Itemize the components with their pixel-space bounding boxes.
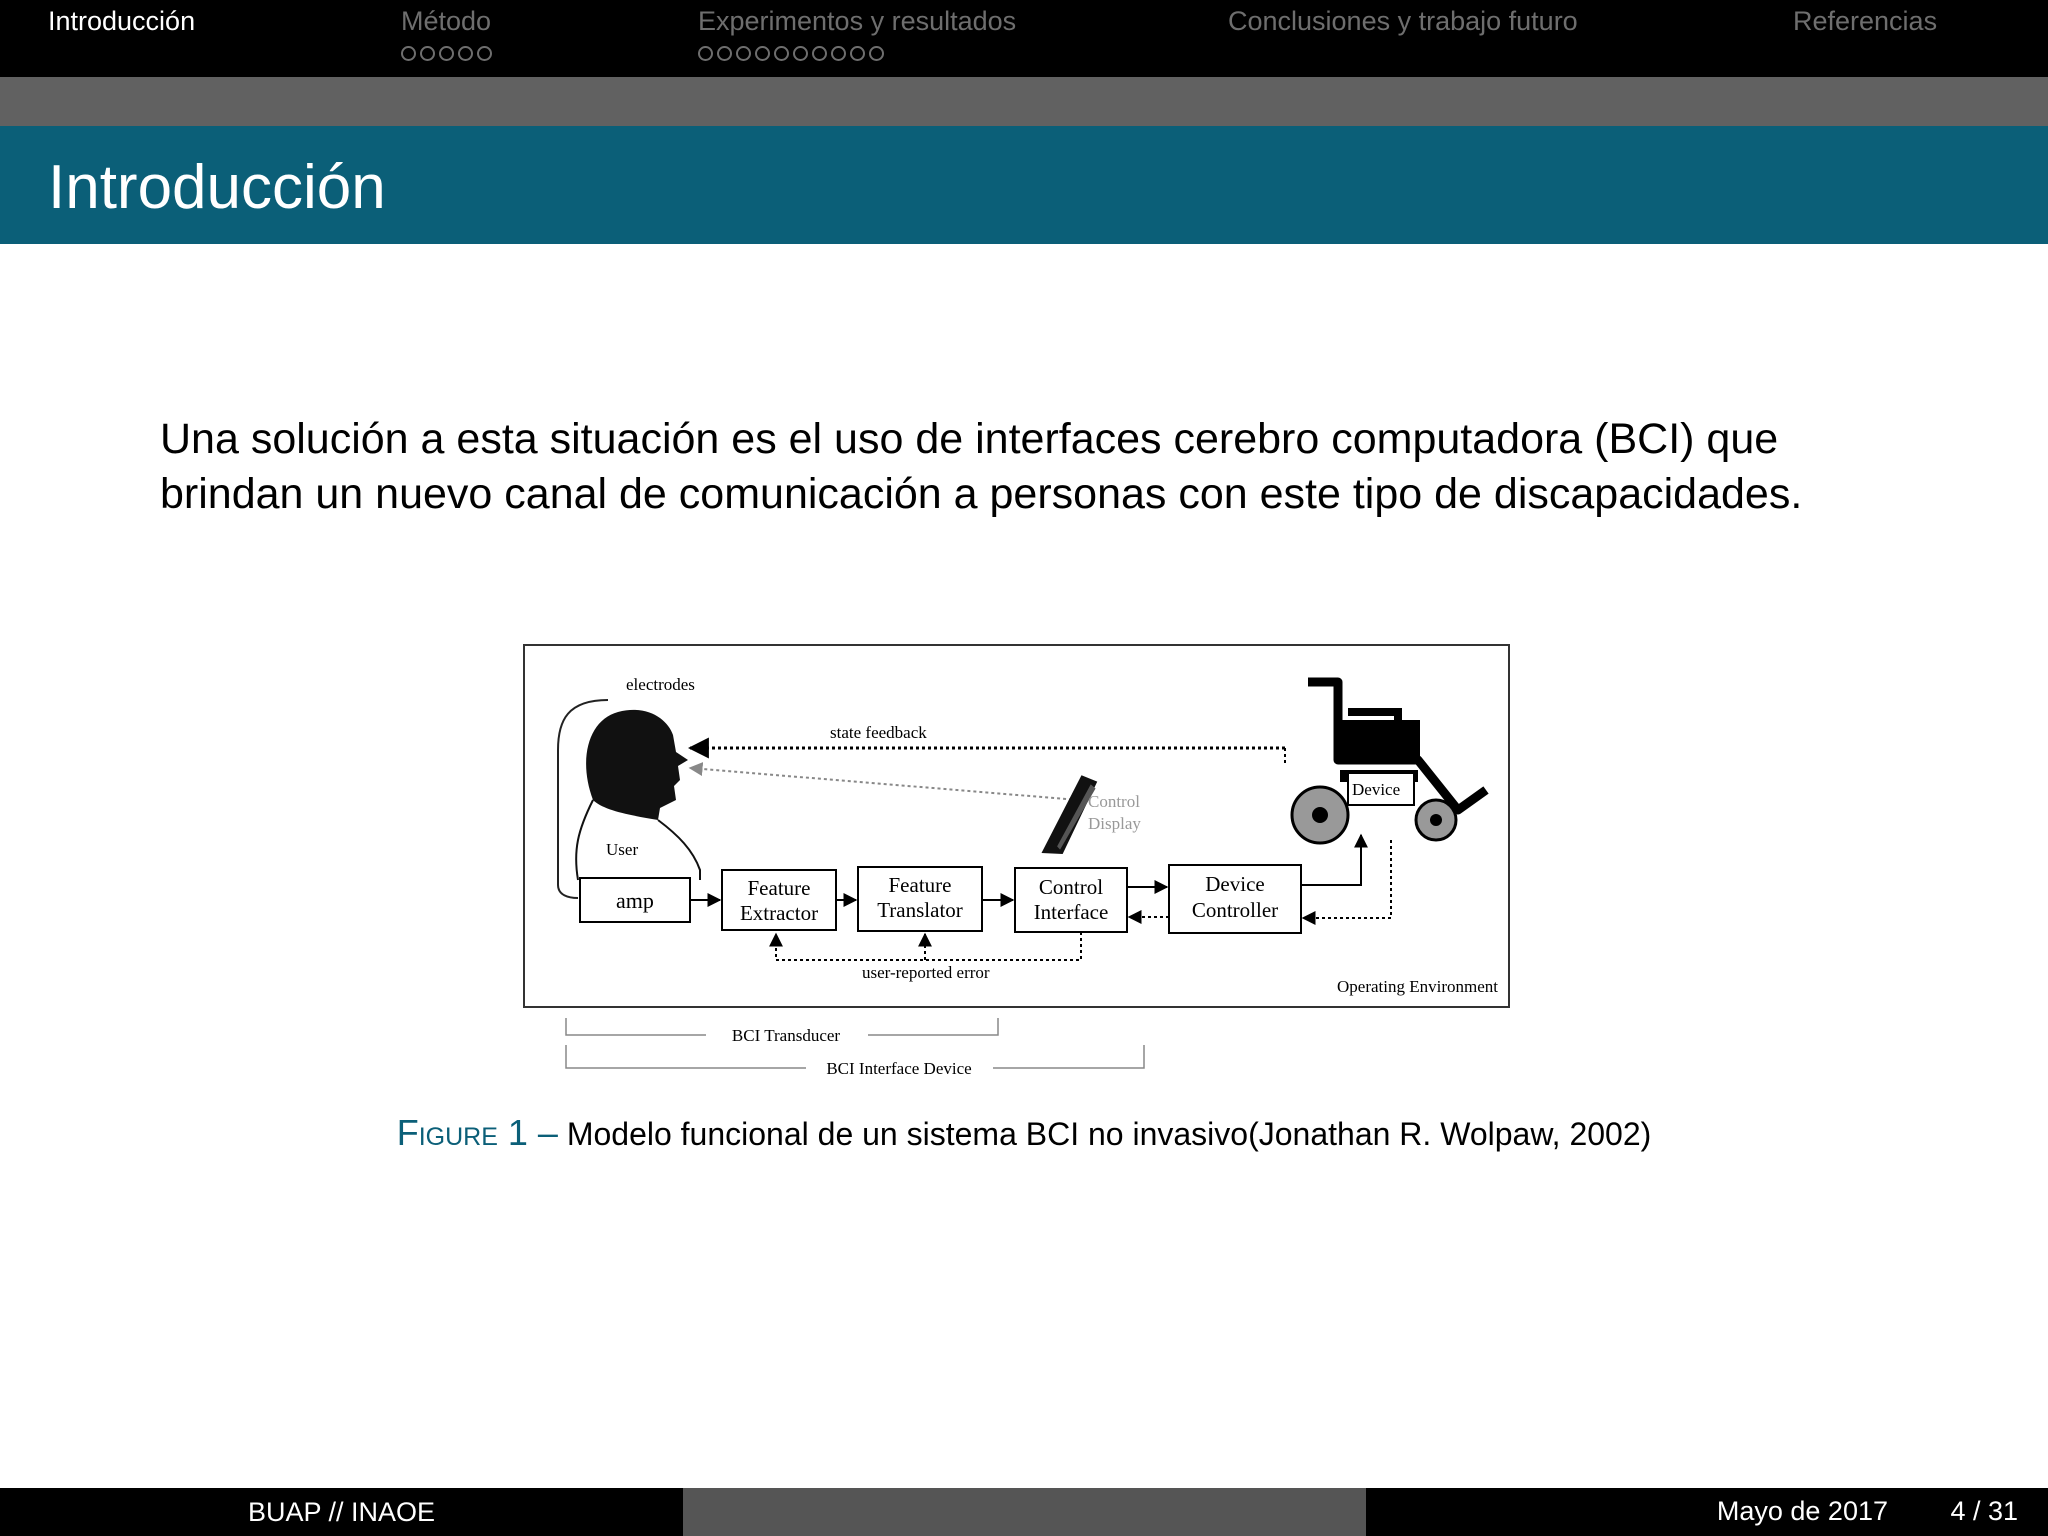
subsection-dot[interactable]	[831, 46, 846, 61]
label-control-display-2: Display	[1088, 814, 1141, 833]
wheelchair-icon	[1292, 682, 1486, 843]
nav-section-experimentos[interactable]	[698, 6, 1016, 61]
caption-text: Modelo funcional de un sistema BCI no invasivo(Jonathan R. Wolpaw, 2002)	[557, 1116, 1652, 1152]
footer-right	[1366, 1488, 2048, 1536]
subsection-dot[interactable]	[477, 46, 492, 61]
nav-label: Método	[401, 6, 492, 36]
label-bci-transducer: BCI Transducer	[731, 1026, 841, 1045]
subsection-dots	[698, 46, 1016, 61]
subsection-dot[interactable]	[812, 46, 827, 61]
subsection-dot[interactable]	[458, 46, 473, 61]
nav-subsection-band	[0, 77, 2048, 126]
label-feature-translator-2: Translator	[877, 898, 963, 922]
subsection-dot[interactable]	[850, 46, 865, 61]
footer-middle	[683, 1488, 1366, 1536]
operating-environment-box	[524, 645, 1509, 1007]
body-paragraph: Una solución a esta situación es el uso de interfaces cerebro computadora (BCI) que brindan un nuevo canal de comunicación a personas con este tipo de discapacidades.	[160, 415, 1803, 518]
footer	[0, 1488, 2048, 1536]
subsection-dot[interactable]	[736, 46, 751, 61]
label-device: Device	[1352, 780, 1401, 799]
bci-figure	[518, 640, 1518, 1080]
page-number: 4 / 31	[1950, 1496, 2018, 1526]
subsection-dot[interactable]	[774, 46, 789, 61]
nav-label: Introducción	[48, 6, 196, 36]
subsection-dot[interactable]	[717, 46, 732, 61]
nav-label: Referencias	[1793, 6, 1938, 36]
footer-date: Mayo de 2017	[1716, 1496, 1888, 1526]
subsection-dot[interactable]	[755, 46, 770, 61]
label-operating-environment: Operating Environment	[1337, 977, 1498, 996]
footer-institution	[0, 1488, 683, 1536]
label-feature-extractor-2: Extractor	[739, 901, 819, 925]
subsection-dot[interactable]	[869, 46, 884, 61]
label-user-reported-error: user-reported error	[862, 963, 990, 982]
label-feature-extractor: Feature	[747, 876, 811, 900]
label-control-display: Control	[1088, 792, 1140, 811]
top-navigation	[0, 0, 2048, 77]
subsection-dot[interactable]	[439, 46, 454, 61]
subsection-dot[interactable]	[793, 46, 808, 61]
label-electrodes: electrodes	[626, 675, 695, 694]
label-feature-translator: Feature	[888, 873, 952, 897]
subsection-dot[interactable]	[698, 46, 713, 61]
frame-title-bar	[0, 126, 2048, 244]
bci-diagram	[518, 640, 1518, 1080]
frame-title: Introducción	[48, 153, 386, 222]
arrow-device-controller	[1303, 840, 1391, 918]
subsection-dots	[401, 46, 492, 61]
caption-label: Figure 1 –	[396, 1112, 558, 1153]
label-control-interface-2: Interface	[1033, 900, 1109, 924]
display-feedback-line	[690, 768, 1078, 800]
subsection-dot[interactable]	[401, 46, 416, 61]
label-device-controller: Device	[1205, 872, 1265, 896]
nav-label: Conclusiones y trabajo futuro	[1228, 6, 1578, 36]
nav-section-referencias[interactable]	[1793, 6, 1937, 37]
figure-caption	[0, 1112, 2048, 1154]
nav-section-conclusiones[interactable]	[1228, 6, 1578, 37]
nav-label: Experimentos y resultados	[698, 6, 1017, 36]
label-device-controller-2: Controller	[1191, 898, 1279, 922]
label-bci-interface-device: BCI Interface Device	[826, 1059, 972, 1078]
subsection-dot[interactable]	[420, 46, 435, 61]
footer-institution-text: BUAP // INAOE	[247, 1496, 436, 1527]
label-state-feedback: state feedback	[830, 723, 927, 742]
label-amp: amp	[616, 888, 654, 913]
nav-section-introduccion[interactable]	[48, 6, 195, 37]
user-error-line	[776, 932, 1081, 960]
nav-section-metodo[interactable]	[401, 6, 492, 61]
label-user: User	[606, 840, 639, 859]
label-control-interface: Control	[1038, 875, 1104, 899]
